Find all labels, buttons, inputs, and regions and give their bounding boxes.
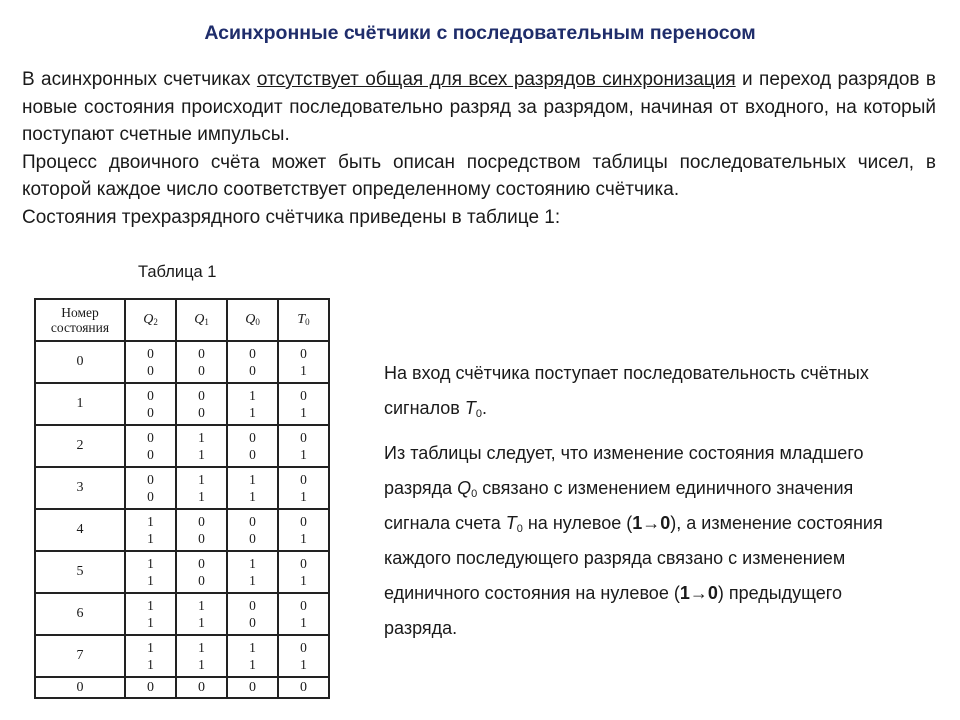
table-cell-t0-value: 0	[300, 472, 307, 487]
table-cell-q1-value: 0	[198, 346, 205, 361]
exp-p2-var1: Q	[457, 478, 472, 498]
exp-p2-a: Из таблицы следует, что изменение состояния младшего разряда	[384, 443, 864, 498]
table-body	[35, 341, 329, 698]
table-cell-q2-value: 0	[147, 430, 154, 445]
table-cell-q0-value: 0	[249, 615, 256, 630]
table-cell-t0	[278, 509, 329, 551]
exp-p1-var: T	[464, 398, 476, 418]
table-cell-q0-value: 0	[249, 447, 256, 462]
table-cell-t0	[278, 593, 329, 635]
explanation-paragraph-2	[384, 436, 904, 646]
table-cell-q0: 0	[227, 677, 278, 698]
table-cell-num: 3	[35, 467, 125, 509]
table-cell-q0	[227, 467, 278, 509]
table-cell-t0	[278, 425, 329, 467]
table-cell-q2-value: 0	[147, 472, 154, 487]
table-cell-t0-value: 0	[300, 640, 307, 655]
table-caption: Таблица 1	[138, 263, 217, 281]
table-cell-q1-value: 0	[198, 531, 205, 546]
table-cell-q1	[176, 635, 227, 677]
table-cell-q0	[227, 551, 278, 593]
table-cell-q0-value: 1	[249, 472, 256, 487]
table-cell-q1-value: 1	[198, 489, 205, 504]
table-cell-q2-value: 1	[147, 573, 154, 588]
table-cell-q1	[176, 551, 227, 593]
table-cell-q1-value: 0	[198, 363, 205, 378]
intro-p1-end: и переход разрядов в новые состояния происходит последовательно разряд за разрядом, начиная от входного, на который поступают счетные импульсы.	[22, 69, 937, 145]
table-cell-q0-value: 1	[249, 405, 256, 420]
table-cell-q0-value: 1	[249, 556, 256, 571]
table-cell-t0-value: 1	[300, 363, 307, 378]
explanation-paragraph-1	[384, 356, 904, 426]
intro-paragraph-1	[22, 66, 936, 149]
table-row	[35, 383, 329, 425]
table-cell-q1-value: 1	[198, 430, 205, 445]
table-cell-q0	[227, 509, 278, 551]
table-cell-q2	[125, 467, 176, 509]
table-cell-q0	[227, 635, 278, 677]
table-cell-q1-value: 1	[198, 657, 205, 672]
table-cell-t0-value: 1	[300, 531, 307, 546]
table-cell-q1	[176, 425, 227, 467]
table-cell-q2	[125, 425, 176, 467]
table-cell-q2-value: 1	[147, 556, 154, 571]
table-cell-q0	[227, 425, 278, 467]
table-cell-num: 4	[35, 509, 125, 551]
table-cell-q0-value: 0	[249, 531, 256, 546]
table-cell-t0-value: 1	[300, 405, 307, 420]
table-cell-t0-value: 0	[300, 556, 307, 571]
table-row	[35, 425, 329, 467]
intro-paragraph-3: Состояния трехразрядного счётчика приведены в таблице 1:	[22, 206, 561, 228]
exp-p2-var2: T	[505, 513, 517, 533]
header-q1-sub: 1	[204, 317, 209, 327]
table-cell-q2-value: 1	[147, 615, 154, 630]
table-cell-q2-value: 0	[147, 489, 154, 504]
header-q0-var: Q	[245, 312, 256, 327]
table-cell-t0	[278, 383, 329, 425]
table-cell-num: 2	[35, 425, 125, 467]
table-cell-t0-value: 0	[300, 598, 307, 613]
table-cell-q2	[125, 551, 176, 593]
table-row	[35, 467, 329, 509]
table-cell-num: 7	[35, 635, 125, 677]
table-cell-num: 0	[35, 677, 125, 698]
table-cell-q1-value: 1	[198, 472, 205, 487]
table-cell-q2-value: 0	[147, 346, 154, 361]
exp-p1-end: .	[481, 398, 487, 418]
table-cell-num: 1	[35, 383, 125, 425]
exp-p1-a: На вход счётчика поступает последовательность счётных сигналов	[384, 363, 869, 418]
table-cell-q2-value: 1	[147, 640, 154, 655]
table-cell-q1-value: 1	[198, 615, 205, 630]
table-header-row	[35, 299, 329, 341]
table-cell-q2	[125, 509, 176, 551]
header-q2-sub: 2	[153, 317, 158, 327]
table-cell-t0-value: 1	[300, 489, 307, 504]
header-num-line1: Номер	[61, 305, 99, 320]
table-cell-q1	[176, 383, 227, 425]
page-title: Асинхронные счётчики с последовательным переносом	[204, 22, 756, 44]
exp-p2-c: на нулевое (	[522, 513, 633, 533]
table-cell-t0	[278, 551, 329, 593]
table-cell-q2	[125, 635, 176, 677]
exp-p1-sub: 0	[475, 408, 482, 420]
table-cell-q0-value: 0	[249, 598, 256, 613]
table-cell-t0: 0	[278, 677, 329, 698]
header-t0-var: T	[297, 312, 306, 327]
states-table	[34, 298, 330, 699]
table-cell-num: 6	[35, 593, 125, 635]
table-cell-q0-value: 1	[249, 489, 256, 504]
exp-p2-bold2: 1→0	[679, 583, 718, 603]
table-cell-q0-value: 1	[249, 388, 256, 403]
table-cell-q2-value: 1	[147, 657, 154, 672]
header-state-number	[35, 299, 125, 341]
table-cell-t0-value: 0	[300, 346, 307, 361]
table-row	[35, 509, 329, 551]
table-cell-t0-value: 0	[300, 430, 307, 445]
table-cell-q0-value: 1	[249, 657, 256, 672]
intro-p1-underlined: отсутствует общая для всех разрядов синхронизация	[256, 69, 736, 90]
exp-p2-bold1: 1→0	[632, 513, 671, 533]
header-num-line2: состояния	[50, 320, 110, 335]
table-cell-q1-value: 0	[198, 405, 205, 420]
table-cell-q0-value: 1	[249, 640, 256, 655]
table-cell-q1	[176, 509, 227, 551]
explanation-text	[384, 356, 904, 656]
table-cell-t0-value: 1	[300, 657, 307, 672]
table-cell-q1	[176, 341, 227, 383]
table-cell-q0-value: 1	[249, 573, 256, 588]
table-cell-q1	[176, 467, 227, 509]
table-cell-q0-value: 0	[249, 514, 256, 529]
table-cell-q0	[227, 341, 278, 383]
table-cell-q1: 0	[176, 677, 227, 698]
header-q0-sub: 0	[255, 317, 260, 327]
table-cell-q2	[125, 383, 176, 425]
table-cell-q2-value: 0	[147, 388, 154, 403]
table-cell-q0	[227, 593, 278, 635]
exp-p2-sub2: 0	[516, 523, 523, 535]
table-cell-q2-value: 1	[147, 514, 154, 529]
table-cell-q0-value: 0	[249, 363, 256, 378]
table-cell-t0-value: 1	[300, 447, 307, 462]
table-cell-t0	[278, 467, 329, 509]
table-cell-q2-value: 0	[147, 447, 154, 462]
table-cell-q2-value: 1	[147, 598, 154, 613]
header-q1-var: Q	[194, 312, 205, 327]
intro-p1-start: В асинхронных счетчиках	[22, 69, 257, 90]
table-cell-q2	[125, 341, 176, 383]
header-q0	[227, 299, 278, 341]
table-cell-num: 0	[35, 341, 125, 383]
table-cell-q2-value: 0	[147, 405, 154, 420]
table-cell-t0-value: 0	[300, 388, 307, 403]
table-cell-q1-value: 0	[198, 388, 205, 403]
table-row	[35, 635, 329, 677]
exp-p2-b: связано с изменением единичного значения сигнала счета	[384, 478, 854, 533]
header-q2	[125, 299, 176, 341]
exp-p2-sub1: 0	[471, 488, 478, 500]
table-cell-q1-value: 1	[198, 447, 205, 462]
table-cell-q0-value: 0	[249, 346, 256, 361]
table-cell-q1-value: 0	[198, 514, 205, 529]
table-cell-q1-value: 1	[198, 598, 205, 613]
header-q2-var: Q	[143, 312, 154, 327]
table-cell-t0-value: 1	[300, 615, 307, 630]
table-cell-t0	[278, 635, 329, 677]
table-cell-t0	[278, 341, 329, 383]
intro-paragraph-2: Процесс двоичного счёта может быть описан посредством таблицы последовательных чисел, в которой каждое число соответствует определенному состоянию счётчика.	[22, 151, 936, 200]
table-cell-q2-value: 1	[147, 531, 154, 546]
table-cell-q0	[227, 383, 278, 425]
table-cell-q1	[176, 593, 227, 635]
exp-p2-e: ) предыдущего разряда.	[384, 583, 842, 638]
table-row	[35, 341, 329, 383]
header-q1	[176, 299, 227, 341]
table-row	[35, 593, 329, 635]
table-cell-num: 5	[35, 551, 125, 593]
table-cell-q1-value: 1	[198, 640, 205, 655]
table-cell-q2-value: 0	[147, 363, 154, 378]
table-cell-q0-value: 0	[249, 430, 256, 445]
table-cell-q2	[125, 593, 176, 635]
header-t0-sub: 0	[305, 317, 310, 327]
table-row-final	[35, 677, 329, 698]
table-cell-q2: 0	[125, 677, 176, 698]
table-cell-q1-value: 0	[198, 573, 205, 588]
exp-p2-d: ), а изменение состояния каждого последующего разряда связано с изменением единичного состояния на нулевое (	[384, 513, 883, 603]
header-t0	[278, 299, 329, 341]
table-cell-q1-value: 0	[198, 556, 205, 571]
table-cell-t0-value: 0	[300, 514, 307, 529]
intro-text	[22, 66, 936, 231]
table-cell-t0-value: 1	[300, 573, 307, 588]
table-row	[35, 551, 329, 593]
